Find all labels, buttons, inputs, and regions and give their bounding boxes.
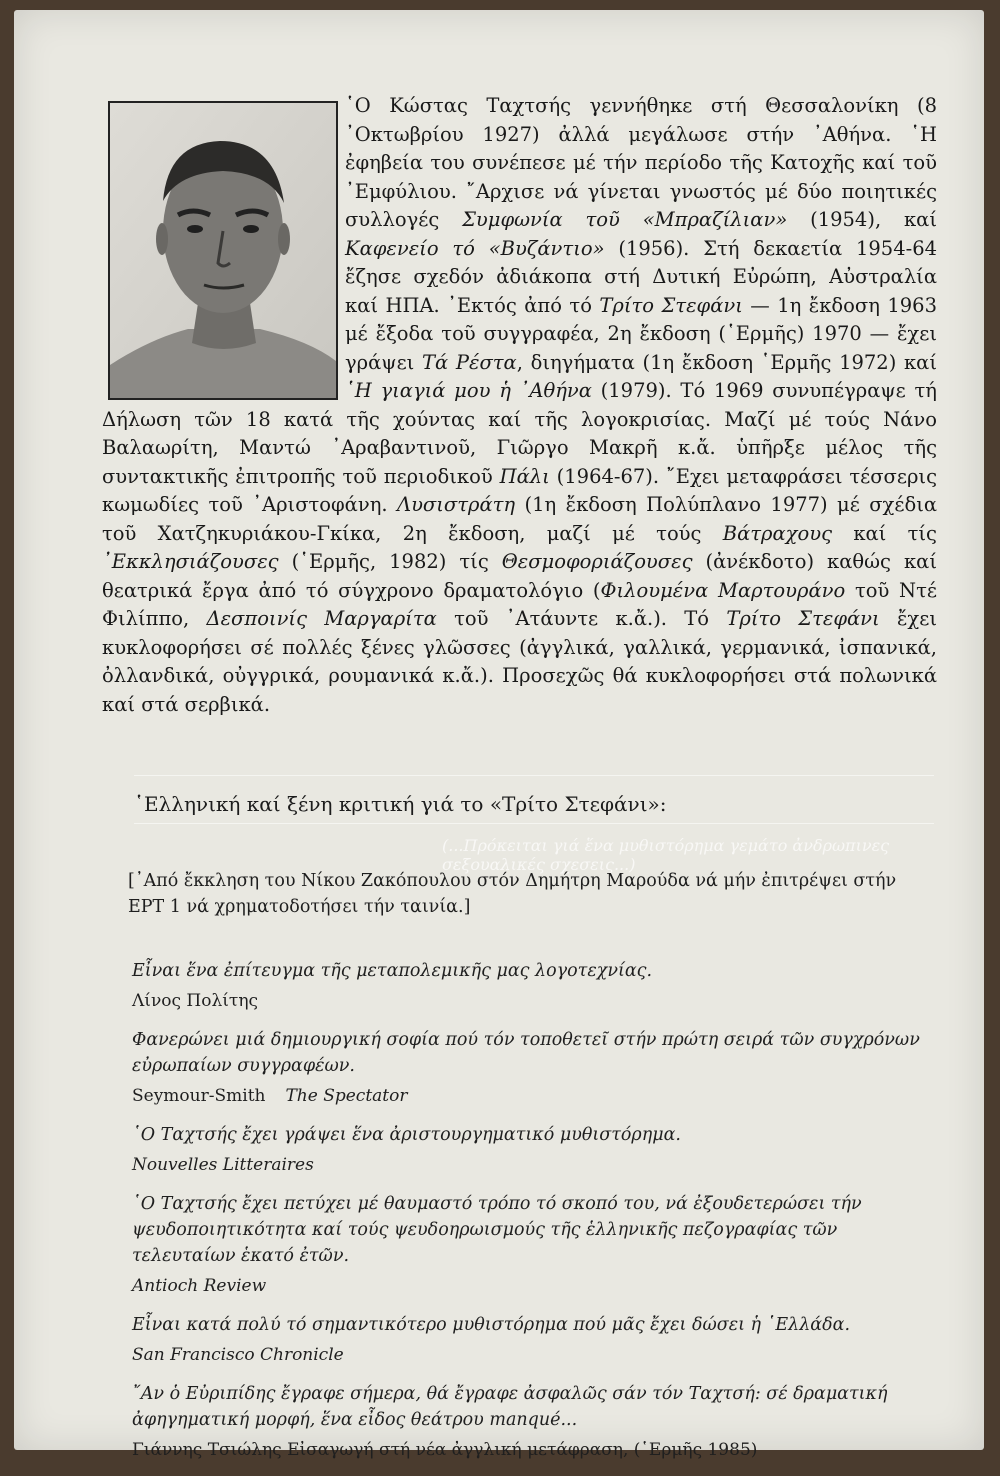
bio-title-filoumena: Φιλουμένα Μαρτουράνο bbox=[600, 578, 846, 602]
faded-inscription: (...Πρόκειται γιά ἕνα μυθιστόρημα γεμάτο ἀνδρωπινες σεξουαλικές σχεσεις...) bbox=[442, 836, 890, 874]
quote-text: ῎Αν ὁ Εὐριπίδης ἔγραφε σήμερα, θά ἔγραφε ἀσφαλῶς σάν τόν Ταχτσή: σέ δραματική ἀφηγηματική μορφή, ἕνα εἶδος θεάτρου manqué... bbox=[132, 1384, 888, 1430]
quote-text: Φανερώνει μιά δημιουργική σοφία πού τόν τοποθετεῖ στήν πρώτη σειρά τῶν συγχρόνων εὐρωπαίων συγγραφέων. bbox=[132, 1030, 920, 1076]
critic-quote bbox=[132, 1027, 937, 1109]
bio-text: (1956). Στή δεκαετία 1954-64 ἔζησε σχεδόν ἀδιάκοπα στή Δυτική Εὐρώπη, Αὐστραλία καί ΗΠΑ. ᾿Εκτός ἀπό τό bbox=[345, 236, 938, 317]
bio-text: (1η ἔκδοση Πολύπλανο 1977) μέ σχέδια τοῦ Χατζηκυριάκου-Γκίκα, 2η ἔκδοση, μαζί μέ τούς bbox=[102, 493, 938, 545]
bio-title-symfonia: Συμφωνία τοῦ «Μπραζίλιαν» bbox=[462, 208, 788, 231]
divider bbox=[134, 775, 934, 776]
critique-heading: ῾Ελληνική καί ξένη κριτική γιά το «Τρίτο Στεφάνι»: bbox=[134, 792, 667, 816]
quote-text: Εἶναι κατά πολύ τό σημαντικότερο μυθιστόρημα πού μᾶς ἔχει δώσει ἡ ῾Ελλάδα. bbox=[132, 1315, 851, 1335]
bio-text: (1979). Τό 1969 συνυπέγραψε τή Δήλωση τῶν 18 κατά τῆς χούντας καί τῆς λογοκρισίας. Μαζί μέ τούς Νάνο Βαλαωρίτη, Μαντώ ᾿Αραβαντινοῦ, Γιῶργο Μακρῆ κ.ἄ. ὑπῆρξε μέλος τῆς συντακτικῆς ἐπιτροπῆς τοῦ περιοδικοῦ bbox=[102, 379, 937, 488]
bio-title-ta-resta: Τά Ρέστα bbox=[422, 350, 517, 374]
bio-title-trito-stefani: Τρίτο Στεφάνι bbox=[726, 607, 880, 630]
critic-quote bbox=[132, 1122, 937, 1178]
quote-author: Λίνος Πολίτης bbox=[132, 991, 259, 1011]
bio-title-thesmoforiazouses: Θεσμοφοριάζουσες bbox=[501, 550, 693, 573]
bracket-note: [᾿Από ἔκκληση του Νίκου Ζακόπουλου στόν Δημήτρη Μαρούδα νά μήν ἐπιτρέψει στήν ΕΡΤ 1 νά χρηματοδοτήσει τήν ταινία.] bbox=[128, 871, 897, 917]
bio-text: (ἀνέκδοτο) καθώς καί θεατρικά ἔργα ἀπό τό σύγχρονο δραματολόγιο ( bbox=[102, 550, 937, 602]
quote-author: Γιάννης Τσιώλης Εἰσαγωγή στή νέα ἀγγλική μετάφραση, (῾Ερμῆς 1985) bbox=[132, 1440, 758, 1460]
quote-source bbox=[132, 988, 937, 1014]
bio-text: ῾Ο Κώστας Ταχτσής γεννήθηκε στή Θεσσαλονίκη (8 ᾿Οκτωβρίου 1927) ἀλλά μεγάλωσε στήν ᾿Αθήνα. ῾Η ἐφηβεία του συνέπεσε μέ τήν περίοδο τῆς Κατοχῆς καί τοῦ ᾿Εμφύλιου. ῎Αρχισε νά γίνεται γνωστός μέ δύο ποιητικές συλλογές bbox=[345, 94, 937, 231]
bio-title-ekklisiazouses: ᾿Εκκλησιάζουσες bbox=[102, 550, 279, 573]
critic-quotes bbox=[132, 958, 937, 1476]
critic-quote bbox=[132, 1312, 937, 1368]
book-back-cover bbox=[14, 10, 984, 1460]
quote-source bbox=[132, 1437, 937, 1463]
quote-author: Seymour-Smith bbox=[132, 1086, 266, 1106]
bio-title-lysistrati: Λυσιστράτη bbox=[397, 493, 516, 516]
critic-quote bbox=[132, 1191, 937, 1299]
quote-publication: The Spectator bbox=[285, 1086, 408, 1106]
bio-title-kafeneio: Καφενείο τό «Βυζάντιο» bbox=[345, 236, 605, 260]
bio-text: — 1η ἔκδοση 1963 μέ ἔξοδα τοῦ συγγραφέα, 2η ἔκδοση (῾Ερμῆς) 1970 — ἔχει γράψει bbox=[345, 293, 937, 374]
bio-title-trito-stefani: Τρίτο Στεφάνι bbox=[599, 293, 743, 317]
quote-publication: Antioch Review bbox=[132, 1276, 267, 1296]
bio-text: καί τίς bbox=[832, 521, 937, 545]
bio-text: τοῦ ᾿Ατάυντε κ.ἄ.). Τό bbox=[436, 607, 727, 630]
critic-quote bbox=[132, 1381, 937, 1463]
bio-text: (1954), καί bbox=[787, 208, 937, 231]
bio-title-margarita: Δεσποινίς Μαργαρίτα bbox=[206, 607, 437, 630]
bio-title-vatrachoi: Βάτραχους bbox=[722, 521, 833, 545]
quote-source bbox=[132, 1152, 937, 1178]
quote-source bbox=[132, 1273, 937, 1299]
quote-text: ῾Ο Ταχτσής ἔχει πετύχει μέ θαυμαστό τρόπο τό σκοπό του, νά ἐξουδετερώσει τήν ψευδοποιητικότητα καί τούς ψευδοηρωισμούς τῆς ἑλληνικῆς πεζογραφίας τῶν τελευταίων ἑκατό ἐτῶν. bbox=[132, 1194, 862, 1266]
author-biography bbox=[102, 92, 937, 719]
bio-text: ἔχει κυκλοφορήσει σέ πολλές ξένες γλῶσσες (ἀγγλικά, γαλλικά, γερμανικά, ἰσπανικά, ὀλλανδικά, οὐγγρικά, ρουμανικά κ.ἄ.). Προσεχῶς θά κυκλοφορήσει στά πολωνικά καί στά σερβικά. bbox=[102, 607, 937, 716]
bio-title-pali: Πάλι bbox=[499, 464, 550, 488]
bio-text: (1964-67). ῎Εχει μεταφράσει τέσσερις κωμωδίες τοῦ ᾿Αριστοφάνη. bbox=[102, 464, 937, 516]
quote-text: ῾Ο Ταχτσής ἔχει γράψει ἕνα ἀριστουργηματικό μυθιστόρημα. bbox=[132, 1125, 681, 1145]
photo-spacer bbox=[102, 92, 345, 398]
divider bbox=[134, 823, 934, 824]
bio-text: , διηγήματα (1η ἔκδοση ῾Ερμῆς 1972) καί bbox=[516, 350, 937, 374]
bio-text: (῾Ερμῆς, 1982) τίς bbox=[278, 550, 502, 573]
quote-publication: Nouvelles Litteraires bbox=[132, 1155, 314, 1175]
quote-source bbox=[132, 1342, 937, 1368]
quote-text: Εἶναι ἕνα ἐπίτευγμα τῆς μεταπολεμικῆς μας λογοτεχνίας. bbox=[132, 961, 653, 981]
bio-title-giagia: ῾Η γιαγιά μου ἡ ᾿Αθήνα bbox=[345, 379, 592, 402]
quote-publication: San Francisco Chronicle bbox=[132, 1345, 344, 1365]
critic-quote bbox=[132, 958, 937, 1014]
quote-source bbox=[132, 1083, 937, 1109]
bio-text: τοῦ Ντέ Φιλίππο, bbox=[102, 578, 937, 630]
